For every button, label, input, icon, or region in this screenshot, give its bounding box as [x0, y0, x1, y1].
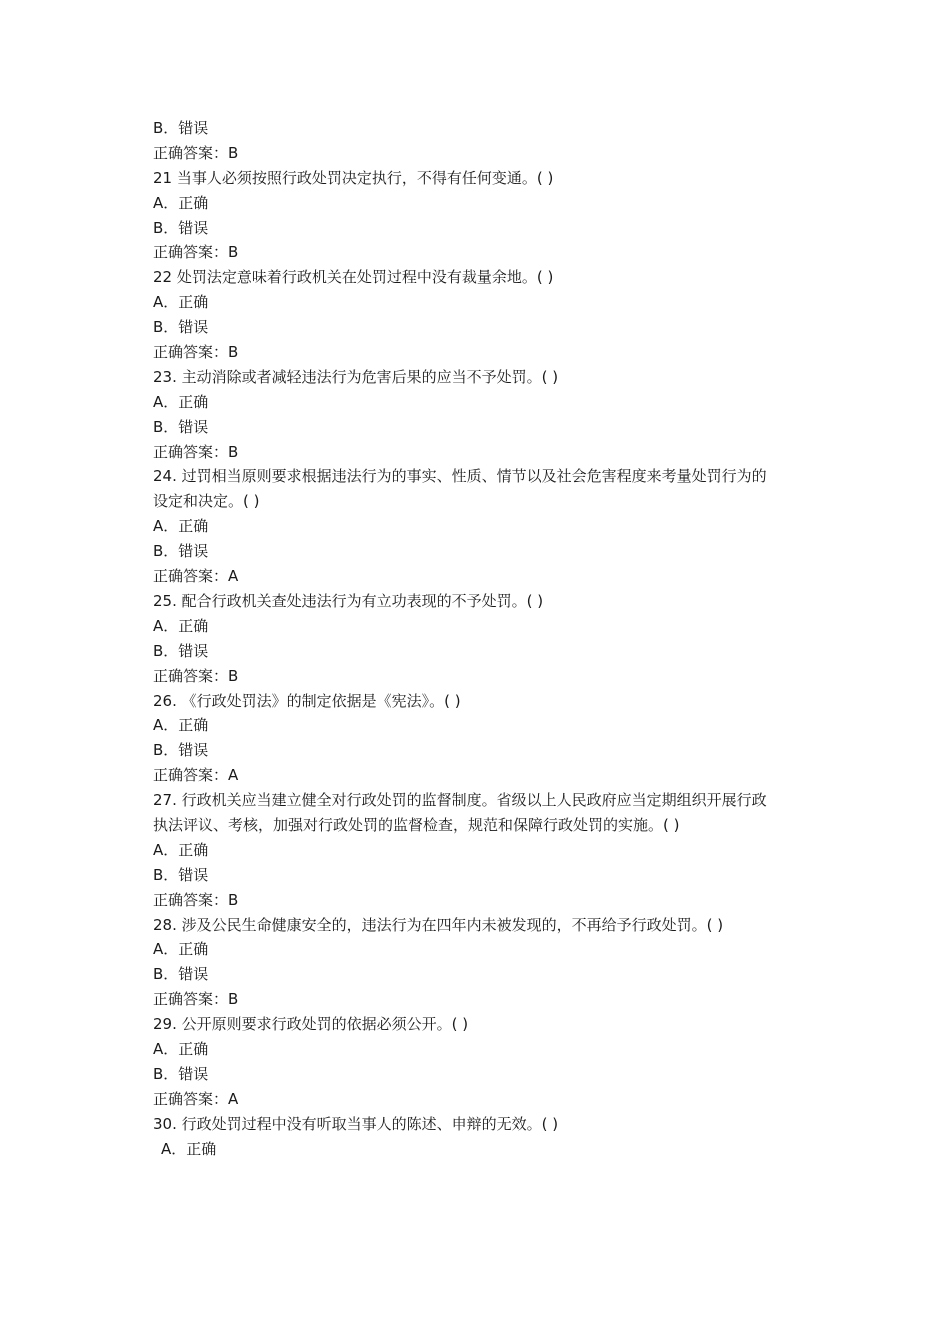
option-a: A．正确 [153, 1040, 209, 1059]
answer-line: 正确答案：B [153, 890, 239, 909]
option-a: A．正确 [153, 193, 209, 212]
question-list [153, 116, 773, 1161]
question-25: 25. 配合行政机关查处违法行为有立功表现的不予处罚。( ) [153, 591, 544, 610]
option-b: B．错误 [153, 641, 209, 660]
question-24: 24. 过罚相当原则要求根据违法行为的事实、性质、情节以及社会危害程度来考量处罚行为的设定和决定。( ) [153, 467, 767, 511]
answer-line: 正确答案：B [153, 143, 239, 162]
question-26: 26. 《行政处罚法》的制定依据是《宪法》。( ) [153, 691, 461, 710]
question-23: 23. 主动消除或者减轻违法行为危害后果的应当不予处罚。( ) [153, 367, 559, 386]
option-b: B．错误 [153, 865, 209, 884]
option-a: A．正确 [153, 293, 209, 312]
question-21: 21 当事人必须按照行政处罚决定执行，不得有任何变通。( ) [153, 168, 554, 187]
option-a: A．正确 [153, 392, 209, 411]
option-b: B．错误 [153, 1064, 209, 1083]
option-a: A．正确 [161, 1139, 217, 1158]
answer-line: 正确答案：A [153, 567, 239, 586]
question-22: 22 处罚法定意味着行政机关在处罚过程中没有裁量余地。( ) [153, 268, 554, 287]
question-30: 30. 行政处罚过程中没有听取当事人的陈述、申辩的无效。( ) [153, 1114, 559, 1133]
answer-line: 正确答案：B [153, 990, 239, 1009]
question-29: 29. 公开原则要求行政处罚的依据必须公开。( ) [153, 1015, 469, 1034]
option-b: B．错误 [153, 741, 209, 760]
option-b: B．错误 [153, 218, 209, 237]
option-b: B．错误 [153, 119, 209, 137]
question-27: 27. 行政机关应当建立健全对行政处罚的监督制度。省级以上人民政府应当定期组织开展行政执法评议、考核，加强对行政处罚的监督检查，规范和保障行政处罚的实施。( ) [153, 791, 767, 834]
question-28: 28. 涉及公民生命健康安全的，违法行为在四年内未被发现的，不再给予行政处罚。( ) [153, 915, 724, 934]
option-b: B．错误 [153, 417, 209, 436]
answer-line: 正确答案：B [153, 442, 239, 461]
option-a: A．正确 [153, 716, 209, 735]
option-a: A．正确 [153, 517, 209, 536]
answer-line: 正确答案：B [153, 666, 239, 685]
option-b: B．错误 [153, 542, 209, 561]
option-b: B．错误 [153, 318, 209, 337]
option-a: A．正确 [153, 940, 209, 959]
option-a: A．正确 [153, 616, 209, 635]
answer-line: 正确答案：A [153, 766, 239, 785]
answer-line: 正确答案：B [153, 243, 239, 262]
answer-line: 正确答案：B [153, 343, 239, 362]
option-b: B．错误 [153, 965, 209, 984]
answer-line: 正确答案：A [153, 1089, 239, 1108]
option-a: A．正确 [153, 840, 209, 859]
